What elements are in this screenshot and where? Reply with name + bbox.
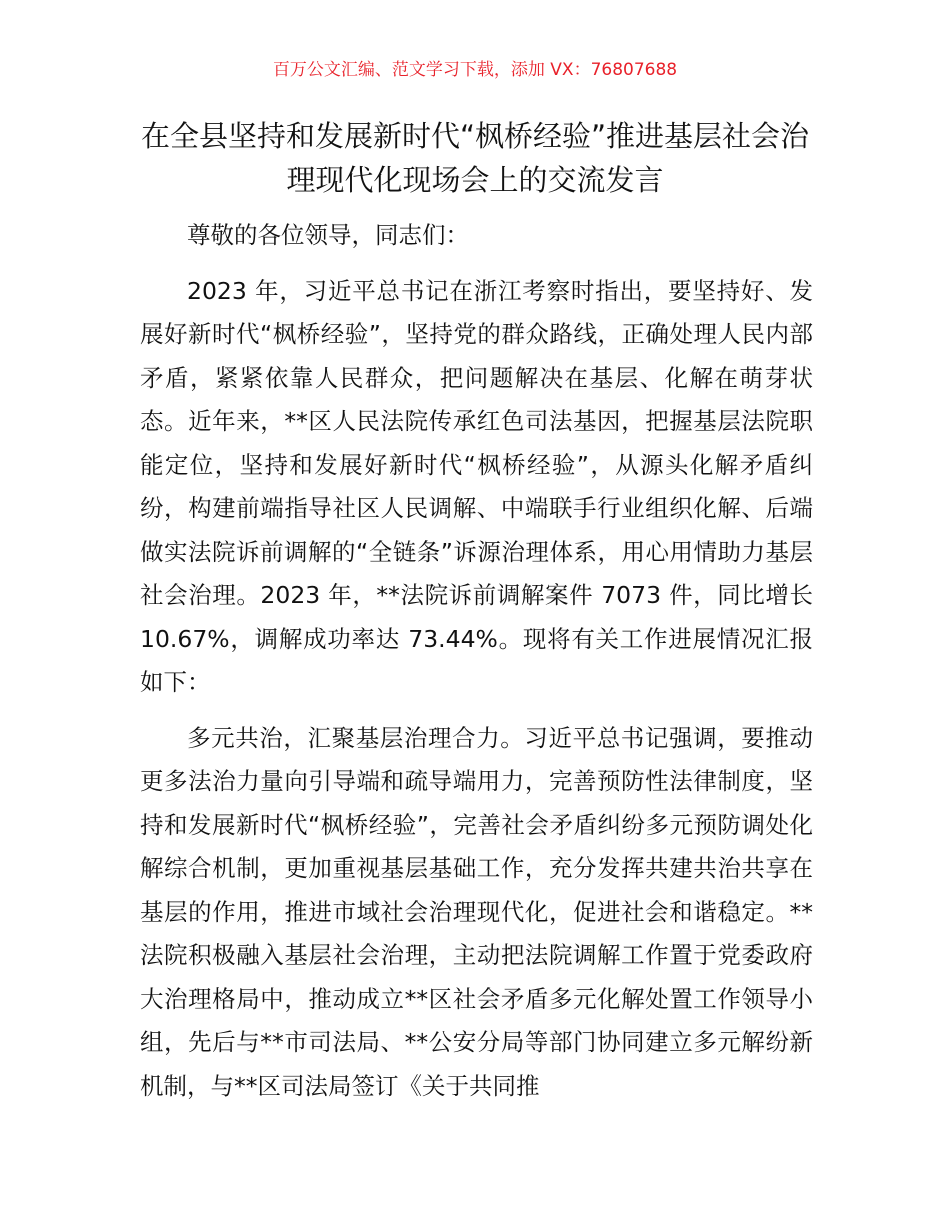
watermark-header-note: 百万公文汇编、范文学习下载，添加 VX：76807688: [272, 60, 678, 80]
document-title: 在全县坚持和发展新时代“枫桥经验”推进基层社会治理现代化现场会上的交流发言: [140, 119, 810, 197]
body-paragraph: 2023 年，习近平总书记在浙江考察时指出，要坚持好、发展好新时代“枫桥经验”，坚持党的群众路线，正确处理人民内部矛盾，紧紧依靠人民群众，把问题解决在基层、化解在萌芽状态。近年来，**区人民法院传承红色司法基因，把握基层法院职能定位，坚持和发展好新时代“枫桥经验”，从源头化解矛盾纠纷，构建前端指导社区人民调解、中端联手行业组织化解、后端做实法院诉前调解的“全链条”诉源治理体系，用心用情助力基层社会治理。2023 年，**法院诉前调解案件 7073 件，同比增长 10.67%，调解成功率达 73.44%。现将有关工作进展情况汇报如下：: [140, 276, 813, 696]
body-paragraph: 多元共治，汇聚基层治理合力。习近平总书记强调，要推动更多法治力量向引导端和疏导端用力，完善预防性法律制度，坚持和发展新时代“枫桥经验”，完善社会矛盾纠纷多元预防调处化解综合机制，更加重视基层基础工作，充分发挥共建共治共享在基层的作用，推进市域社会治理现代化，促进社会和谐稳定。**法院积极融入基层社会治理，主动把法院调解工作置于党委政府大治理格局中，推动成立**区社会矛盾多元化解处置工作领导小组，先后与**市司法局、**公安分局等部门协同建立多元解纷新机制，与**区司法局签订《关于共同推: [140, 723, 813, 1100]
document-body: [140, 214, 813, 1120]
greeting-line: 尊敬的各位领导，同志们：: [187, 221, 469, 249]
